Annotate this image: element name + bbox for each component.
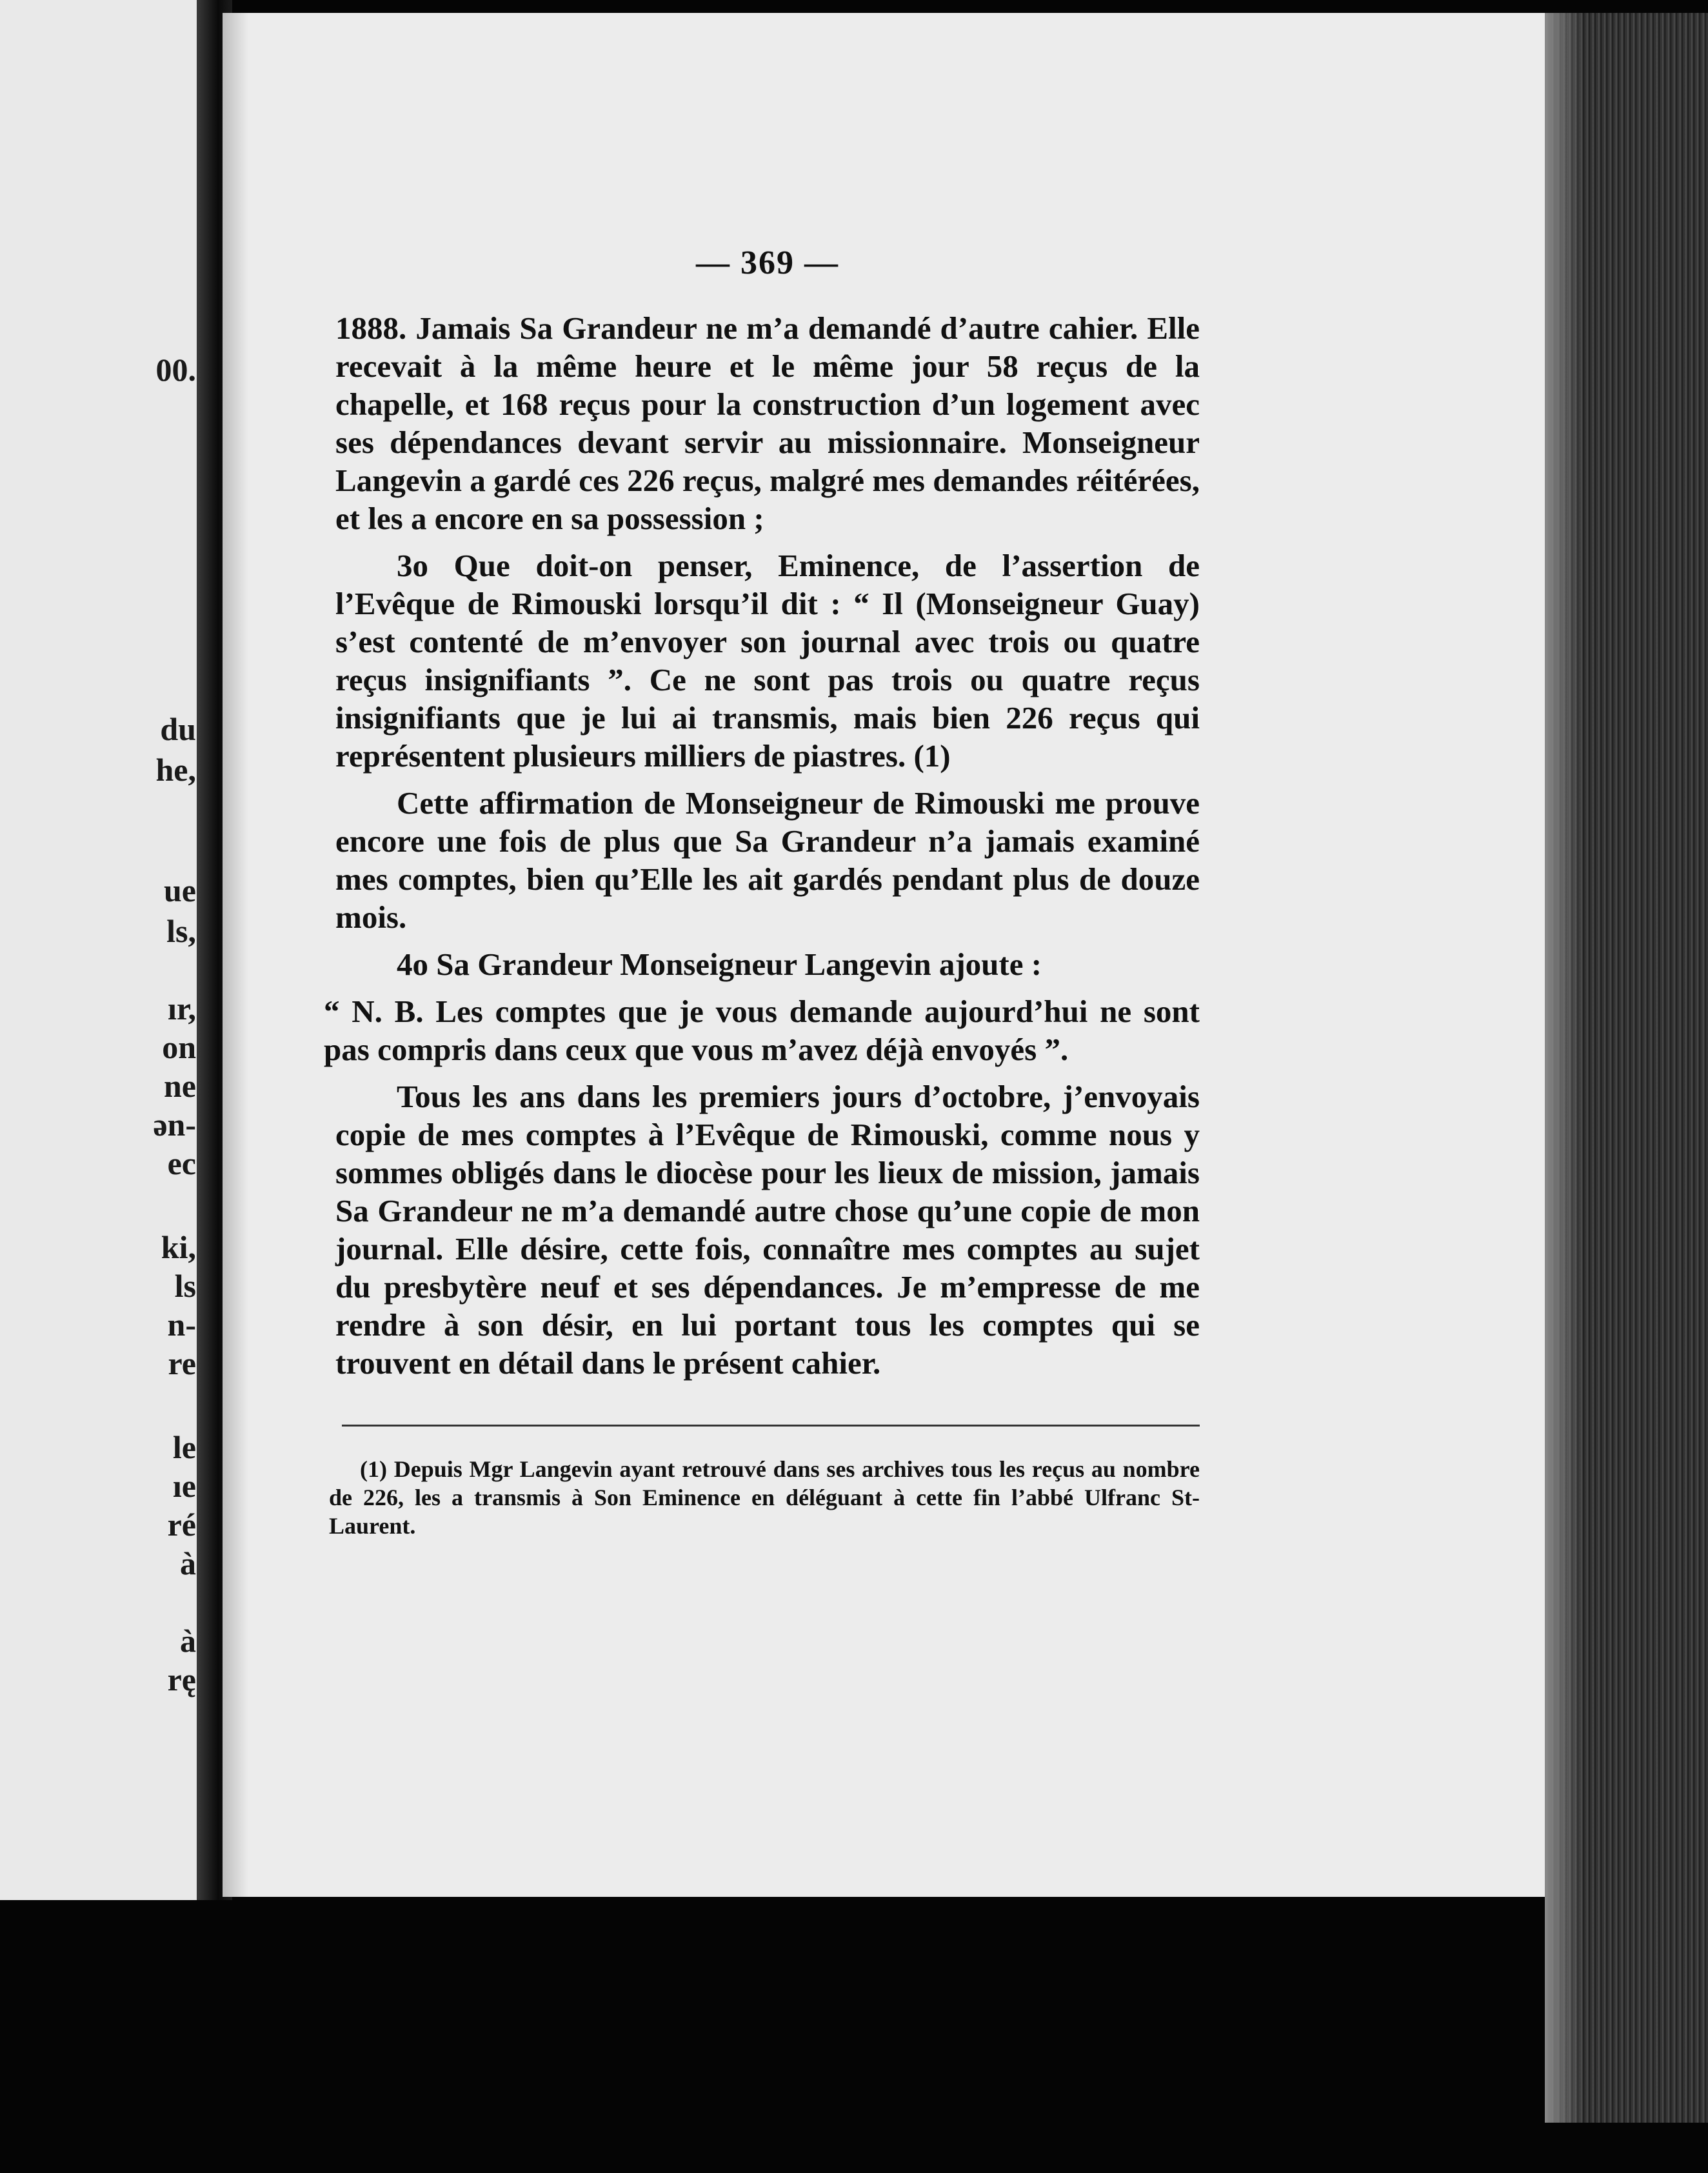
left-page-fragment: à: [180, 1623, 196, 1659]
left-page-fragment: ec: [167, 1145, 196, 1181]
footnote: (1) Depuis Mgr Langevin ayant retrouvé dans ses archives tous les reçus au nombre de 226, les a transmis à Son Eminence en déléguant à cette fin l’abbé Ulfranc St-Laurent.: [329, 1456, 1200, 1539]
left-page-fragment: ır,: [168, 990, 196, 1026]
left-page-fragment: ıe: [172, 1468, 196, 1504]
page-text-block: [324, 244, 1200, 1563]
left-page-fragment: ue: [164, 872, 196, 908]
left-page-fragment: ki,: [161, 1229, 196, 1265]
left-page-fragment: he,: [155, 752, 196, 788]
left-page-fragment: on: [162, 1029, 196, 1065]
paragraph: Tous les ans dans les premiers jours d’octobre, j’envoyais copie de mes comptes à l’Evêque de Rimouski, comme nous y sommes obligés dans le diocèse pour les lieux de mission, jamais Sa Grandeur ne m’a demandé autre chose qu’une copie de mon journal. Elle désire, cette fois, connaître mes comptes au sujet du presbytère neuf et ses dépendances. Je m’empresse de me rendre à son désir, en lui portant tous les comptes qui se trouvent en détail dans le présent cahier.: [335, 1079, 1200, 1381]
paragraph: 3o Que doit-on penser, Eminence, de l’assertion de l’Evêque de Rimouski lorsqu’il dit : “ Il (Monseigneur Guay) s’est contenté de m’envoyer son journal avec trois ou quatre reçus insignifiants ”. Ce ne sont pas trois ou quatre reçus insignifiants que je lui ai transmis, mais bien 226 reçus qui représentent plusieurs milliers de piastres. (1): [335, 548, 1200, 774]
page-stack-edge: [1545, 13, 1708, 2123]
footnote-divider: [342, 1425, 1200, 1427]
left-page-fragment: du: [160, 711, 196, 747]
quoted-paragraph: “ N. B. Les comptes que je vous demande aujourd’hui ne sont pas compris dans ceux que vous m’avez déjà envoyés ”.: [324, 994, 1200, 1067]
left-page-fragment: ne: [164, 1068, 196, 1104]
page-number: — 369 —: [696, 245, 839, 281]
left-page-fragment: re: [168, 1345, 196, 1381]
left-facing-page: [0, 0, 200, 1900]
paragraph: 4o Sa Grandeur Monseigneur Langevin ajoute :: [397, 946, 1042, 982]
paragraph: Cette affirmation de Monseigneur de Rimouski me prouve encore une fois de plus que Sa Grandeur n’a jamais examiné mes comptes, bien qu’Elle les ait gardés pendant plus de douze mois.: [335, 785, 1200, 935]
left-page-fragment: le: [172, 1429, 196, 1465]
left-page-fragment: ls,: [166, 913, 196, 949]
left-page-fragment: n-: [167, 1307, 196, 1343]
left-page-fragment: 00.: [155, 352, 196, 388]
left-page-fragment: à: [180, 1545, 196, 1581]
left-page-fragment: ən-: [153, 1107, 196, 1143]
left-page-fragment: ré: [167, 1507, 196, 1543]
left-page-fragment: ls: [174, 1268, 196, 1304]
left-page-fragment: rę: [167, 1661, 196, 1697]
paragraph: 1888. Jamais Sa Grandeur ne m’a demandé d’autre cahier. Elle recevait à la même heure et le même jour 58 reçus de la chapelle, et 168 reçus pour la construction d’un logement avec ses dépendances devant servir au missionnaire. Monseigneur Langevin a gardé ces 226 reçus, malgré mes demandes réitérées, et les a encore en sa possession ;: [335, 310, 1200, 536]
